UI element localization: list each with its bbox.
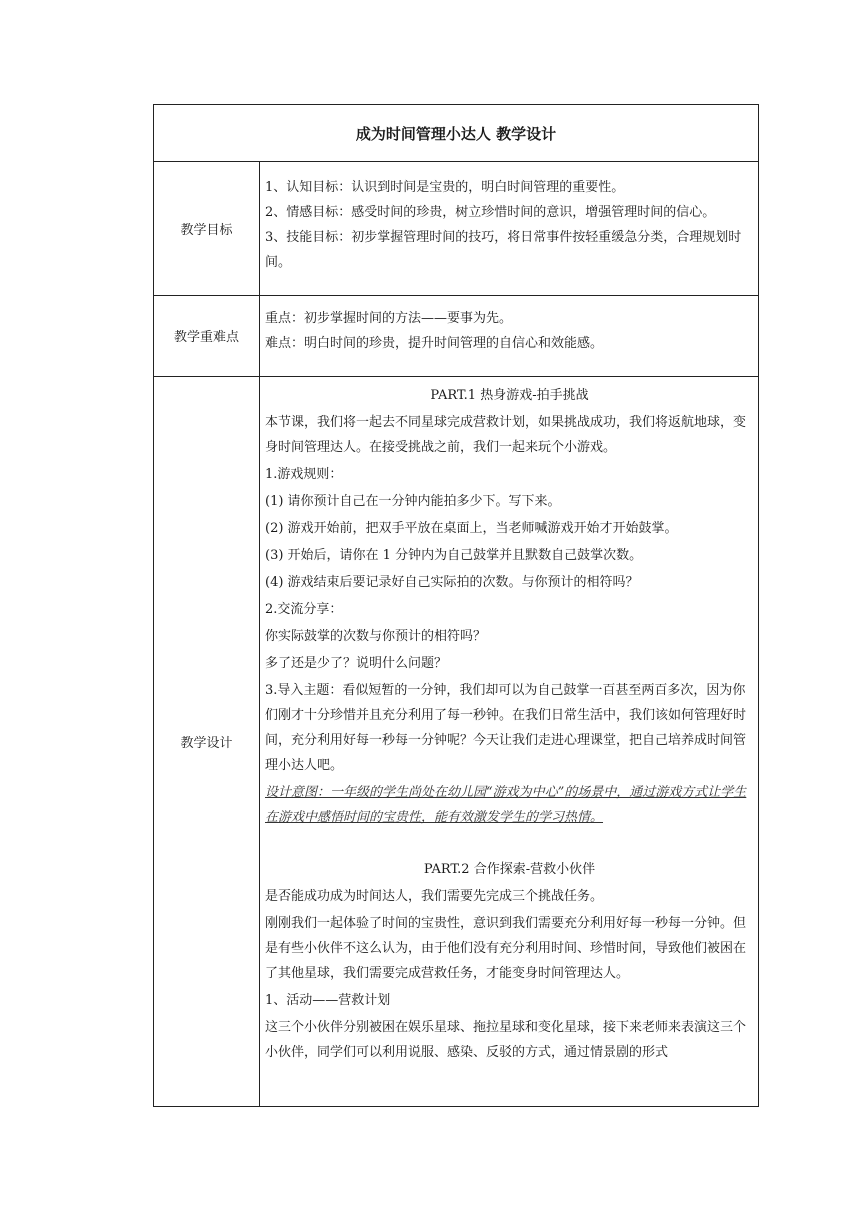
key-difficult-points-row — [154, 295, 758, 377]
lesson-plan-table — [153, 104, 759, 1107]
rules-heading: 1.游戏规则： — [265, 467, 343, 482]
share-line: 多了还是少了？说明什么问题？ — [265, 656, 448, 671]
difficult-point-line: 难点：明白时间的珍贵，提升时间管理的自信心和效能感。 — [265, 336, 604, 351]
part1-intro: 本节课，我们将一起去不同星球完成营救计划，如果挑战成功，我们将返航地球，变身时间管理达人。在接受挑战之前，我们一起来玩个小游戏。 — [265, 415, 747, 455]
part2-line: 刚刚我们一起体验了时间的宝贵性，意识到我们需要充分利用好每一秒每一分钟。但是有些小伙伴不这么认为，由于他们没有充分利用时间、珍惜时间，导致他们被困在了其他星球，我们需要完成营救任务，才能变身时间管理达人。 — [265, 916, 747, 981]
spacer — [265, 832, 754, 857]
share-line: 你实际鼓掌的次数与你预计的相符吗？ — [265, 629, 487, 644]
rule-item: (2) 游戏开始前，把双手平放在桌面上，当老师喊游戏开始才开始鼓掌。 — [265, 521, 678, 536]
part2-line: 1、活动——营救计划 — [265, 993, 391, 1008]
part2-line: 这三个小伙伴分别被困在娱乐星球、拖拉星球和变化星球，接下来老师来表演这三个小伙伴，同学们可以利用说服、感染、反驳的方式，通过情景剧的形式 — [265, 1020, 747, 1060]
key-points-content — [260, 295, 758, 376]
teaching-design-row — [154, 376, 758, 1106]
part1-title: PART.1 热身游戏-拍手挑战 — [430, 388, 589, 403]
teaching-objectives-row — [154, 161, 758, 296]
part2-title: PART.2 合作探索-营救小伙伴 — [423, 862, 596, 877]
design-content — [260, 376, 758, 1106]
row-label: 教学设计 — [154, 376, 260, 1106]
rule-item: (3) 开始后，请你在 1 分钟内为自己鼓掌并且默数自己鼓掌次数。 — [265, 548, 643, 563]
row-label: 教学目标 — [154, 161, 260, 295]
document-title: 成为时间管理小达人 教学设计 — [154, 105, 758, 162]
row-label: 教学重难点 — [154, 295, 260, 376]
objectives-content — [260, 161, 758, 295]
rule-item: (4) 游戏结束后要记录好自己实际拍的次数。与你预计的相符吗？ — [265, 575, 639, 590]
objective-line: 1、认知目标：认识到时间是宝贵的，明白时间管理的重要性。 — [265, 180, 625, 195]
objective-line: 2、情感目标：感受时间的珍贵，树立珍惜时间的意识，增强管理时间的信心。 — [265, 205, 716, 220]
share-heading: 2.交流分享： — [265, 602, 343, 617]
rule-item: (1) 请你预计自己在一分钟内能拍多少下。写下来。 — [265, 494, 561, 509]
intro-topic: 3.导入主题：看似短暂的一分钟，我们却可以为自己鼓掌一百甚至两百多次，因为你们刚才十分珍惜并且充分利用了每一秒钟。在我们日常生活中，我们该如何管理好时间，充分利用好每一秒每一分钟呢？今天让我们走进心理课堂，把自己培养成时间管理小达人吧。 — [265, 683, 747, 773]
design-intent: 设计意图：一年级的学生尚处在幼儿园“游戏为中心”的场景中，通过游戏方式让学生在游戏中感悟时间的宝贵性，能有效激发学生的学习热情。 — [265, 785, 747, 825]
key-point-line: 重点：初步掌握时间的方法——要事为先。 — [265, 311, 513, 326]
part2-line: 是否能成功成为时间达人，我们需要先完成三个挑战任务。 — [265, 889, 604, 904]
objective-line: 3、技能目标：初步掌握管理时间的技巧，将日常事件按轻重缓急分类，合理规划时间。 — [265, 230, 742, 270]
